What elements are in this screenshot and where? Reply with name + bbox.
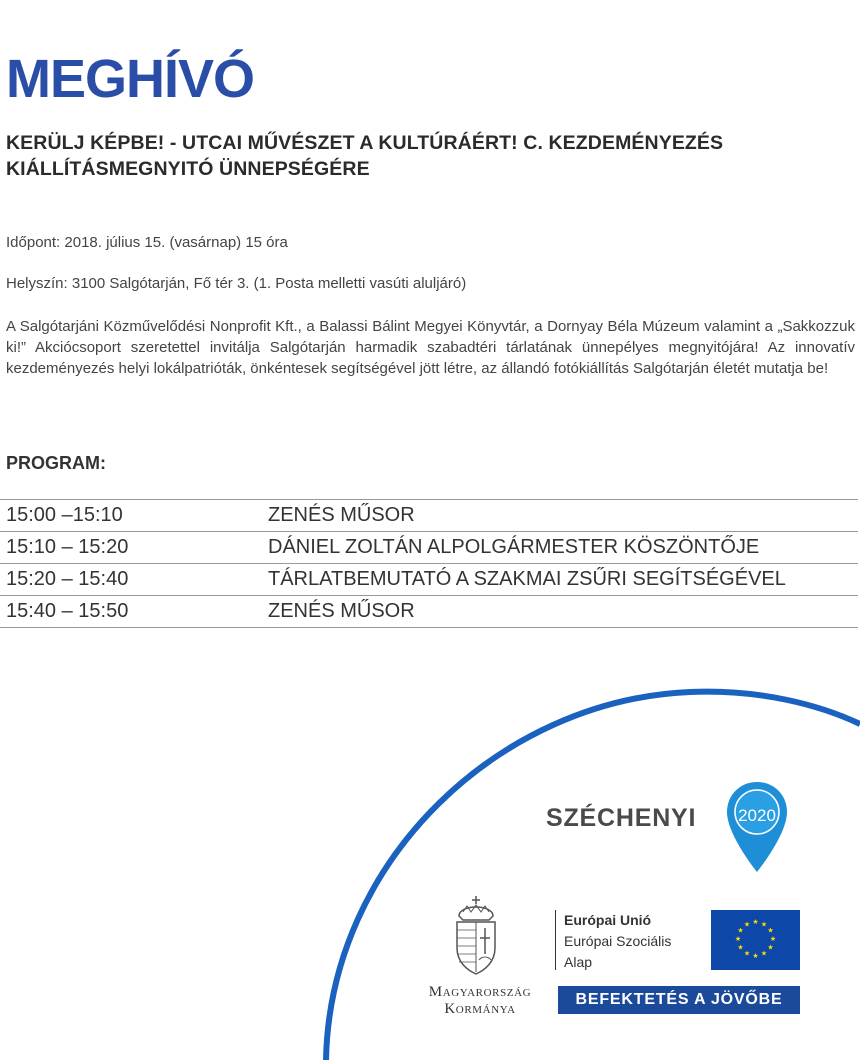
hungarian-coat-of-arms-icon [449,894,503,976]
program-time: 15:40 – 15:50 [0,596,268,628]
sponsor-logo-block [0,680,860,1060]
svg-text:★: ★ [752,952,759,960]
program-table [0,499,858,628]
government-name [412,984,548,1018]
program-item: DÁNIEL ZOLTÁN ALPOLGÁRMESTER KÖSZÖNTŐJE [268,532,858,564]
program-item: TÁRLATBEMUTATÓ A SZAKMAI ZSŰRI SEGÍTSÉGÉVEL [268,564,858,596]
table-row [0,532,858,564]
event-description: A Salgótarjáni Közművelődési Nonprofit Kft., a Balassi Bálint Megyei Könyvtár, a Dornyay Béla Múzeum valamint a „Sakkozzuk ki!” Akciócsoport szeretettel invitálja Salgótarján harmadik szabadtéri tárlatának ünnepélyes megnyitójára! Az innovatív kezdeményezés helyi lokálpatrióták, önkéntesek segítségével jött létre, az állandó fotókiállítás Salgótarján életét mutatja be! [6,318,855,377]
svg-text:★: ★ [767,943,774,952]
eu-divider [555,910,556,970]
svg-text:★: ★ [767,926,774,935]
svg-text:★: ★ [743,949,751,958]
eu-fund-line1: Európai Szociális [564,933,672,949]
table-row [0,564,858,596]
svg-text:★: ★ [743,920,751,929]
event-place: Helyszín: 3100 Salgótarján, Fő tér 3. (1. Posta melletti vasúti aluljáró) [6,275,467,292]
event-subtitle: KERÜLJ KÉPBE! - UTCAI MŰVÉSZET A KULTÚRÁÉRT! C. KEZDEMÉNYEZÉS KIÁLLÍTÁSMEGNYITÓ ÜNNEPSÉGÉRE [6,132,724,180]
svg-text:★: ★ [734,935,742,943]
program-time: 15:20 – 15:40 [0,564,268,596]
program-item: ZENÉS MŰSOR [268,596,858,628]
program-time: 15:10 – 15:20 [0,532,268,564]
svg-text:★: ★ [737,926,744,935]
eu-name: Európai Unió [564,912,652,928]
table-row [0,500,858,532]
government-line-1: Magyarország [428,984,532,1000]
eu-flag-icon [711,910,800,970]
svg-text:★: ★ [737,943,744,952]
svg-text:★: ★ [760,949,768,958]
location-pin-icon [724,780,790,875]
program-item: ZENÉS MŰSOR [268,500,858,532]
program-time: 15:00 –15:10 [0,500,268,532]
government-line-2: Kormánya [444,1001,516,1017]
svg-text:★: ★ [752,918,759,926]
szechenyi-year: 2020 [738,806,776,825]
invitation-title: MEGHÍVÓ [6,49,255,109]
eu-fund-line2: Alap [564,954,593,970]
event-time: Időpont: 2018. július 15. (vasárnap) 15 óra [6,234,288,251]
svg-text:★: ★ [769,935,777,943]
invest-in-future-banner: BEFEKTETÉS A JÖVŐBE [558,986,800,1014]
program-heading: PROGRAM: [6,453,106,473]
svg-text:★: ★ [760,920,768,929]
table-row [0,596,858,628]
szechenyi-logo-text: SZÉCHENYI [546,804,697,832]
